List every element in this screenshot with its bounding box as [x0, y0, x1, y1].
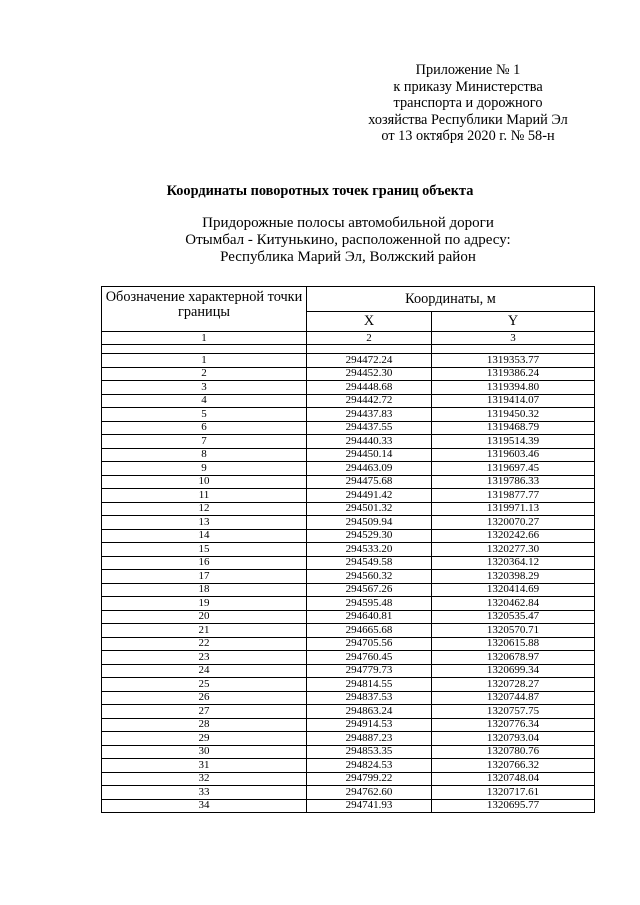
- table-row: [102, 732, 595, 746]
- x-coordinate-cell: 294509.94: [307, 516, 432, 530]
- x-coordinate-cell: 294560.32: [307, 570, 432, 584]
- y-coordinate-cell: 1320398.29: [432, 570, 595, 584]
- x-coordinate-cell: 294741.93: [307, 799, 432, 813]
- y-coordinate-cell: 1320757.75: [432, 705, 595, 719]
- table-row: [102, 462, 595, 476]
- table-row: [102, 597, 595, 611]
- y-coordinate-cell: 1320695.77: [432, 799, 595, 813]
- x-coordinate-cell: 294779.73: [307, 664, 432, 678]
- point-number-cell: 7: [102, 435, 307, 449]
- x-coordinate-cell: 294450.14: [307, 448, 432, 462]
- point-number-cell: 13: [102, 516, 307, 530]
- point-number-cell: 9: [102, 462, 307, 476]
- table-row: [102, 435, 595, 449]
- point-number-cell: 30: [102, 745, 307, 759]
- y-coordinate-cell: 1320462.84: [432, 597, 595, 611]
- y-coordinate-cell: 1320414.69: [432, 583, 595, 597]
- blank-cell: [102, 345, 307, 354]
- subtitle-line: Придорожные полосы автомобильной дороги: [202, 215, 494, 231]
- object-description: [0, 215, 640, 266]
- blank-row: [102, 345, 595, 354]
- table-row: [102, 543, 595, 557]
- point-number-cell: 10: [102, 475, 307, 489]
- point-number-cell: 28: [102, 718, 307, 732]
- subtitle-line: Республика Марий Эл, Волжский район: [220, 249, 476, 265]
- x-coordinate-cell: 294595.48: [307, 597, 432, 611]
- appendix-block: [340, 62, 596, 145]
- table-row: [102, 421, 595, 435]
- appendix-line: хозяйства Республики Марий Эл: [368, 111, 568, 128]
- x-coordinate-cell: 294863.24: [307, 705, 432, 719]
- y-coordinate-cell: 1320364.12: [432, 556, 595, 570]
- x-coordinate-cell: 294762.60: [307, 786, 432, 800]
- column-number: 1: [102, 332, 307, 345]
- y-coordinate-cell: 1319450.32: [432, 408, 595, 422]
- point-number-cell: 21: [102, 624, 307, 638]
- y-coordinate-cell: 1320242.66: [432, 529, 595, 543]
- table-row: [102, 745, 595, 759]
- table-row: [102, 610, 595, 624]
- point-number-cell: 11: [102, 489, 307, 503]
- table-row: [102, 678, 595, 692]
- y-coordinate-cell: 1320070.27: [432, 516, 595, 530]
- y-coordinate-cell: 1319877.77: [432, 489, 595, 503]
- table-row: [102, 408, 595, 422]
- subtitle-line: Отымбал - Китунькино, расположенной по адресу:: [185, 232, 511, 248]
- point-number-cell: 20: [102, 610, 307, 624]
- point-number-cell: 12: [102, 502, 307, 516]
- table-row: [102, 354, 595, 368]
- blank-cell: [432, 345, 595, 354]
- x-coordinate-cell: 294824.53: [307, 759, 432, 773]
- x-coordinate-cell: 294837.53: [307, 691, 432, 705]
- y-coordinate-cell: 1320780.76: [432, 745, 595, 759]
- point-number-cell: 23: [102, 651, 307, 665]
- table-row: [102, 705, 595, 719]
- x-coordinate-cell: 294529.30: [307, 529, 432, 543]
- y-coordinate-cell: 1320699.34: [432, 664, 595, 678]
- y-coordinate-cell: 1319414.07: [432, 394, 595, 408]
- table-row: [102, 759, 595, 773]
- header-point-label: Обозначение характерной точки границы: [102, 287, 307, 332]
- y-coordinate-cell: 1319971.13: [432, 502, 595, 516]
- column-number-row: [102, 332, 595, 345]
- point-number-cell: 4: [102, 394, 307, 408]
- column-number: 2: [307, 332, 432, 345]
- x-coordinate-cell: 294853.35: [307, 745, 432, 759]
- appendix-line: от 13 октября 2020 г. № 58-н: [381, 128, 555, 145]
- y-coordinate-cell: 1320793.04: [432, 732, 595, 746]
- table-row: [102, 691, 595, 705]
- point-number-cell: 34: [102, 799, 307, 813]
- point-number-cell: 18: [102, 583, 307, 597]
- x-coordinate-cell: 294567.26: [307, 583, 432, 597]
- table-row: [102, 664, 595, 678]
- y-coordinate-cell: 1320570.71: [432, 624, 595, 638]
- table-row: [102, 637, 595, 651]
- y-coordinate-cell: 1320766.32: [432, 759, 595, 773]
- y-coordinate-cell: 1320744.87: [432, 691, 595, 705]
- x-coordinate-cell: 294640.81: [307, 610, 432, 624]
- y-coordinate-cell: 1320728.27: [432, 678, 595, 692]
- point-number-cell: 25: [102, 678, 307, 692]
- table-row: [102, 786, 595, 800]
- point-number-cell: 15: [102, 543, 307, 557]
- table-row: [102, 718, 595, 732]
- x-coordinate-cell: 294448.68: [307, 381, 432, 395]
- x-coordinate-cell: 294491.42: [307, 489, 432, 503]
- point-number-cell: 19: [102, 597, 307, 611]
- x-coordinate-cell: 294437.55: [307, 421, 432, 435]
- point-number-cell: 29: [102, 732, 307, 746]
- point-number-cell: 31: [102, 759, 307, 773]
- y-coordinate-cell: 1319394.80: [432, 381, 595, 395]
- x-coordinate-cell: 294440.33: [307, 435, 432, 449]
- x-coordinate-cell: 294887.23: [307, 732, 432, 746]
- point-number-cell: 6: [102, 421, 307, 435]
- point-number-cell: 26: [102, 691, 307, 705]
- x-coordinate-cell: 294914.53: [307, 718, 432, 732]
- x-coordinate-cell: 294463.09: [307, 462, 432, 476]
- x-coordinate-cell: 294452.30: [307, 367, 432, 381]
- document-title: Координаты поворотных точек границ объекта: [166, 183, 474, 199]
- coordinates-table: [101, 286, 595, 813]
- x-coordinate-cell: 294475.68: [307, 475, 432, 489]
- x-coordinate-cell: 294549.58: [307, 556, 432, 570]
- table-body: [102, 332, 595, 813]
- point-number-cell: 2: [102, 367, 307, 381]
- header-coordinates: Координаты, м: [307, 287, 595, 312]
- table-row: [102, 651, 595, 665]
- x-coordinate-cell: 294437.83: [307, 408, 432, 422]
- x-coordinate-cell: 294442.72: [307, 394, 432, 408]
- point-number-cell: 3: [102, 381, 307, 395]
- x-coordinate-cell: 294799.22: [307, 772, 432, 786]
- table-row: [102, 772, 595, 786]
- appendix-line: к приказу Министерства: [393, 78, 543, 95]
- table-row: [102, 583, 595, 597]
- table-row: [102, 516, 595, 530]
- y-coordinate-cell: 1319786.33: [432, 475, 595, 489]
- point-number-cell: 16: [102, 556, 307, 570]
- table-row: [102, 367, 595, 381]
- appendix-line: транспорта и дорожного: [393, 95, 543, 112]
- y-coordinate-cell: 1320615.88: [432, 637, 595, 651]
- table-row: [102, 570, 595, 584]
- table-row: [102, 489, 595, 503]
- y-coordinate-cell: 1320776.34: [432, 718, 595, 732]
- x-coordinate-cell: 294760.45: [307, 651, 432, 665]
- table-row: [102, 556, 595, 570]
- y-coordinate-cell: 1320277.30: [432, 543, 595, 557]
- header-y: Y: [432, 312, 595, 332]
- table-row: [102, 502, 595, 516]
- point-number-cell: 14: [102, 529, 307, 543]
- header-x: X: [307, 312, 432, 332]
- point-number-cell: 24: [102, 664, 307, 678]
- x-coordinate-cell: 294501.32: [307, 502, 432, 516]
- y-coordinate-cell: 1320748.04: [432, 772, 595, 786]
- table-row: [102, 799, 595, 813]
- point-number-cell: 1: [102, 354, 307, 368]
- point-number-cell: 17: [102, 570, 307, 584]
- point-number-cell: 8: [102, 448, 307, 462]
- y-coordinate-cell: 1320717.61: [432, 786, 595, 800]
- y-coordinate-cell: 1319468.79: [432, 421, 595, 435]
- point-number-cell: 5: [102, 408, 307, 422]
- blank-cell: [307, 345, 432, 354]
- table-row: [102, 381, 595, 395]
- x-coordinate-cell: 294665.68: [307, 624, 432, 638]
- point-number-cell: 33: [102, 786, 307, 800]
- y-coordinate-cell: 1319386.24: [432, 367, 595, 381]
- x-coordinate-cell: 294533.20: [307, 543, 432, 557]
- table-row: [102, 624, 595, 638]
- column-number: 3: [432, 332, 595, 345]
- x-coordinate-cell: 294814.55: [307, 678, 432, 692]
- table-row: [102, 448, 595, 462]
- y-coordinate-cell: 1320678.97: [432, 651, 595, 665]
- point-number-cell: 27: [102, 705, 307, 719]
- y-coordinate-cell: 1319603.46: [432, 448, 595, 462]
- y-coordinate-cell: 1319697.45: [432, 462, 595, 476]
- x-coordinate-cell: 294705.56: [307, 637, 432, 651]
- table-row: [102, 529, 595, 543]
- point-number-cell: 32: [102, 772, 307, 786]
- point-number-cell: 22: [102, 637, 307, 651]
- y-coordinate-cell: 1319353.77: [432, 354, 595, 368]
- x-coordinate-cell: 294472.24: [307, 354, 432, 368]
- y-coordinate-cell: 1319514.39: [432, 435, 595, 449]
- appendix-line: Приложение № 1: [415, 62, 521, 78]
- table-row: [102, 475, 595, 489]
- table-row: [102, 394, 595, 408]
- y-coordinate-cell: 1320535.47: [432, 610, 595, 624]
